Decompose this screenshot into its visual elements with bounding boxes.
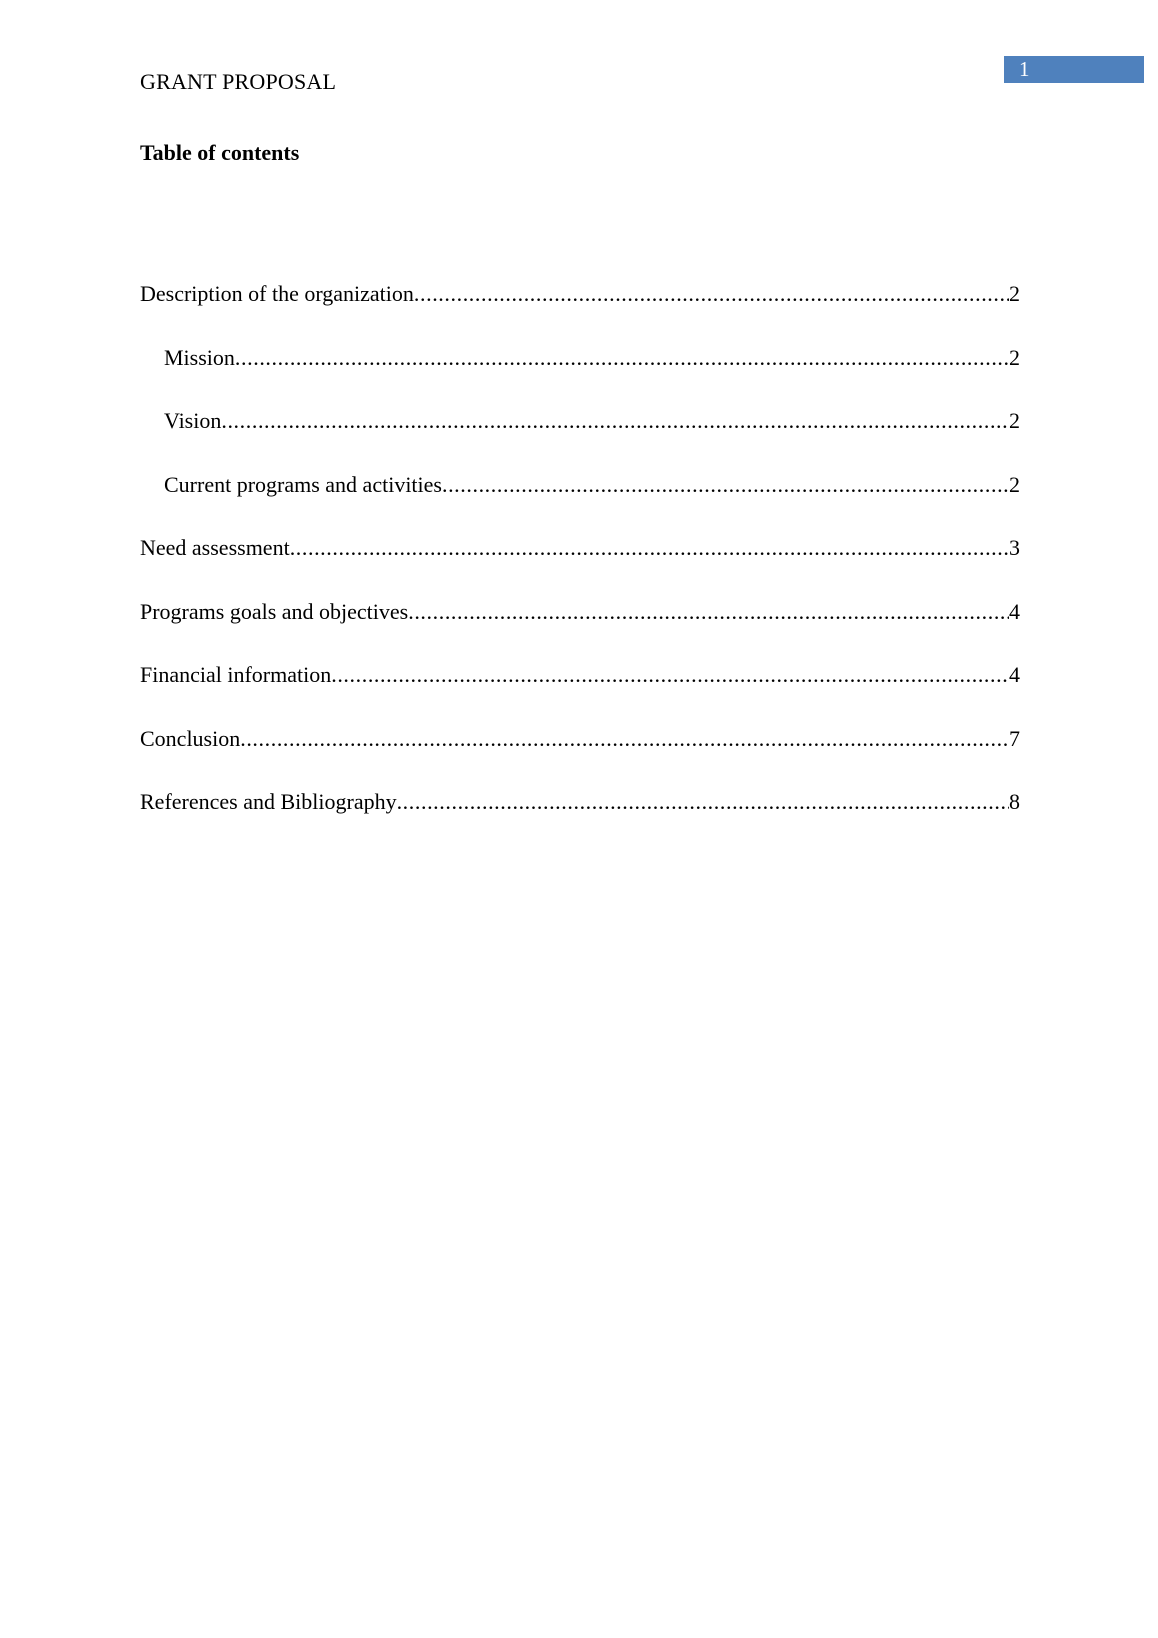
toc-dot-leader	[397, 788, 1009, 816]
toc-dot-leader	[235, 344, 1009, 372]
toc-entry-title: Mission	[164, 344, 235, 370]
running-header: GRANT PROPOSAL	[140, 69, 337, 94]
toc-entry-page: 2	[1009, 344, 1020, 370]
toc-dot-leader	[221, 407, 1009, 435]
toc-dot-leader	[290, 534, 1009, 562]
toc-entry-references[interactable]	[140, 788, 1020, 852]
toc-entry-programs-goals[interactable]	[140, 598, 1020, 662]
toc-entry-page: 2	[1009, 471, 1020, 497]
page-number: 1	[1019, 57, 1030, 81]
toc-entry-mission[interactable]	[140, 344, 1020, 408]
toc-dot-leader	[442, 471, 1009, 499]
toc-entry-title: Financial information	[140, 662, 332, 687]
toc-entry-page: 2	[1009, 408, 1020, 433]
toc-entry-vision[interactable]	[140, 407, 1020, 471]
toc-entry-page: 4	[1009, 662, 1020, 687]
toc-entry-conclusion[interactable]	[140, 725, 1020, 789]
page-number-badge	[1004, 56, 1144, 83]
toc-entry-title: Current programs and activities	[164, 471, 442, 497]
toc-entry-title: Vision	[164, 408, 222, 433]
toc-entry-description-of-organization[interactable]	[140, 280, 1020, 344]
toc-entry-title: Programs goals and objectives	[140, 598, 409, 624]
toc-dot-leader	[331, 661, 1009, 689]
toc-dot-leader	[240, 725, 1009, 753]
toc-entry-title: Description of the organization	[140, 281, 414, 306]
toc-entry-page: 3	[1009, 535, 1020, 560]
toc-entry-current-programs[interactable]	[140, 471, 1020, 535]
toc-heading: Table of contents	[140, 140, 300, 165]
toc-entry-financial-information[interactable]	[140, 661, 1020, 725]
table-of-contents	[140, 280, 1020, 852]
toc-entry-need-assessment[interactable]	[140, 534, 1020, 598]
toc-dot-leader	[408, 598, 1009, 626]
toc-entry-title: Need assessment	[140, 535, 290, 560]
toc-dot-leader	[414, 280, 1009, 308]
toc-entry-page: 2	[1009, 281, 1020, 306]
toc-entry-page: 7	[1009, 725, 1020, 751]
toc-entry-title: References and Bibliography	[140, 789, 397, 814]
toc-entry-page: 8	[1009, 789, 1020, 814]
toc-entry-title: Conclusion	[140, 725, 241, 751]
toc-entry-page: 4	[1009, 598, 1020, 624]
